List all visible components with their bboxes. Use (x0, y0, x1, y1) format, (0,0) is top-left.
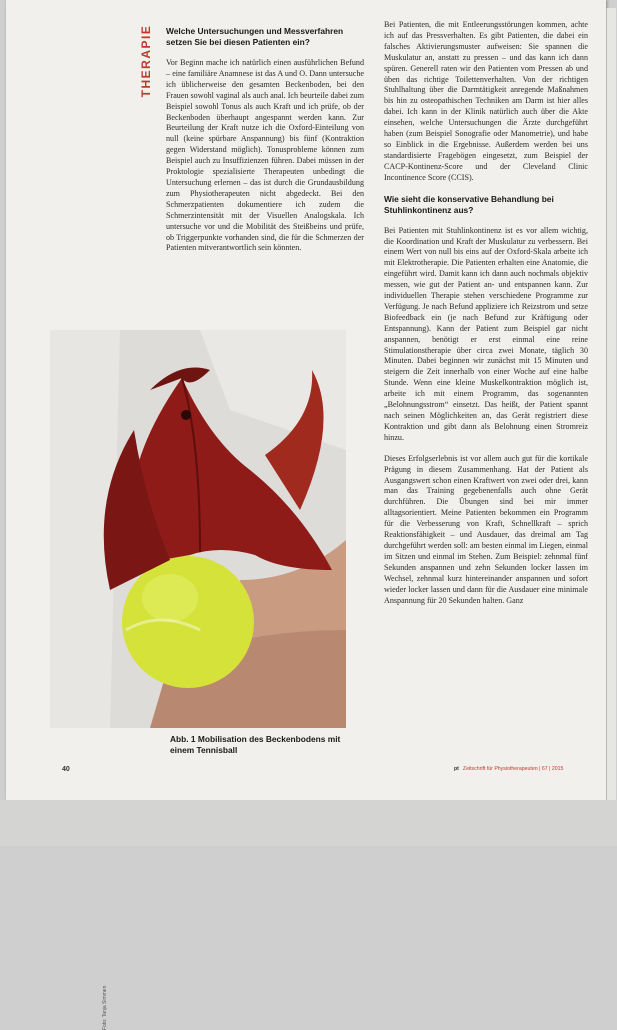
right-column-paragraph-3: Dieses Erfolgserlebnis ist vor allem auch gut für die kortikale Prägung in diesem Zusammenhang. Hat der Patient als Ausgangswert schon einen Kraftwert von zwei oder drei, kann man das Training gegebenenfalls auch ohne Gerät durchführen. Die Übungen sind bei mir immer alltagsorientiert. Meine Patienten bekommen ein Programm für die Verbesserung von Kraft, Schnellkraft – sprich Reaktionsfähigkeit – und Ausdauer, das dreimal am Tag durchgeführt werden soll: am besten einmal im Liegen, einmal im Sitzen und einmal im Stehen. Zum Beispiel: zehnmal fünf Sekunden anspannen und zehn Sekunden locker lassen im Wechsel, zehnmal kurz hintereinander anspannen und sofort wieder locker lassen und dann für die Ausdauer eine minimale Anspannung für 20 Sekunden halten. Ganz (384, 453, 588, 605)
scanner-background (0, 800, 617, 846)
right-column-heading: Wie sieht die konservative Behandlung bei Stuhlinkontinenz aus? (384, 193, 554, 215)
journal-footer (454, 766, 563, 772)
rubric-label: THERAPIE (139, 24, 153, 98)
magazine-page (6, 0, 606, 1030)
photo-credit: Foto: Tanja Simmen (102, 985, 108, 1030)
footer-journal-name: Zeitschrift für Physiotherapeuten | 67 | 2015 (462, 766, 564, 772)
left-column-heading: Welche Untersuchungen und Messverfahren setzen Sie bei diesen Patienten ein? (166, 26, 344, 47)
left-column-paragraph: Vor Beginn mache ich natürlich einen ausführlichen Befund – eine familiäre Anamnese ist das A und O. Dann untersuche ich üblicherweise den gesamten Beckenboden, bei den Frauen sowohl vaginal als auch anal. Ich beurteile dabei zum Beispiel sowohl Tonus als auch Kraft und ich prüfe, ob der Beckenboden überhaupt angespannt werden kann. Zur Beurteilung der Kraft nutze ich die Oxford-Einteilung von null (keine spürbare Anspannung) bis fünf (Kontraktion gegen Widerstand möglich). Tonusprobleme können zum Beispiel auch zu Insuffizienzen führen. Dabei müssen in der Proktologie spezialisierte Therapeuten unbedingt die Untersuchung erlernen – das ist durch die Grundausbildung zum Physiotherapeuten nicht abgedeckt. Bei den Schmerzpatienten dokumentiere ich zudem die Schmerzintensität mit der Visuellen Analogskala. Ich untersuche vor und die Mobilität des Steißbeins und prüfe, ob Triggerpunkte vorhanden sind, die für die Schmerzen der Patienten mitverantwortlich sein könnten. (166, 58, 364, 253)
right-column-paragraph-1: Bei Patienten, die mit Entleerungsstörungen kommen, achte ich auf das Pressverhalten. Es gibt Patienten, die dabei ein falsches Aktivierungsmuster aufweisen: Sie spannen die Muskulatur an, anstatt zu pressen – und das kann ich dann spüren. Generell raten wir den Patienten vom Pressen ab und üben das richtige Toilettenverhalten. Von der richtigen Stuhlhaltung über die Darmtätigkeit anregende Maßnahmen bis hin zu osteopathischen Techniken am Darm ist hier alles dabei. Ich kann in der Klinik natürlich auch über die Akte einsehen, welche Untersuchungen die Ärzte durchgeführt haben (zum Beispiel Sonografie oder Manometrie), und habe so Einblick in die Ergebnisse. Außerdem werden bei uns standardisierte Fragebögen eingesetzt, zum Beispiel der CACP-Kontinenz-Score und der Cleveland Clinic Incontinence Score (CCIS). (384, 20, 588, 182)
tennis-ball-flower-image (50, 330, 346, 728)
right-column-paragraph-2: Bei Patienten mit Stuhlinkontinenz ist es vor allem wichtig, die Koordination und Kraft der Muskulatur zu verbessern. Bei einem Wert von null bis eins auf der Oxford-Skala arbeite ich mit Elektrotherapie. Die Patienten erhalten eine Anatomie, die eingeführt wird. Damit kann ich dann auch nochmals objektiv messen, wie gut der Patient an- und entspannen kann. Zur individuellen Therapie stehen verschiedene Programme zur Verfügung. Je nach Befund appliziere ich Reizstrom und setze Biofeedback ein (je nach Befund zur Kräftigung oder Entspannung). Kann der Patient zum Beispiel gar nicht anspannen, benötigt er erst einmal eine reine Stimulationstherapie über circa zwei Monate, täglich 30 Minuten. Dabei beginnen wir zunächst mit 15 Minuten und steigern die Zeit innerhalb von einer Woche auf eine halbe Stunde. Wenn eine kleine Muskelkontraktion möglich ist, arbeite ich mit einem Programm, das sogenannten „Belohnungsstrom“ einsetzt. Das heißt, der Patient spannt nach seinen Möglichkeiten an, das Gerät registriert diese Kontraktion und gibt dann als Belohnung einen Stromreiz hinzu. (384, 225, 588, 442)
next-page-edge (606, 8, 616, 803)
figure-caption: Abb. 1 Mobilisation des Beckenbodens mit einem Tennisball (170, 734, 341, 755)
right-text-column (384, 20, 588, 616)
footer-page-mark: pt (454, 766, 459, 772)
left-text-column (166, 26, 364, 264)
page-number: 40 (62, 766, 70, 773)
section-rubric (136, 22, 156, 107)
